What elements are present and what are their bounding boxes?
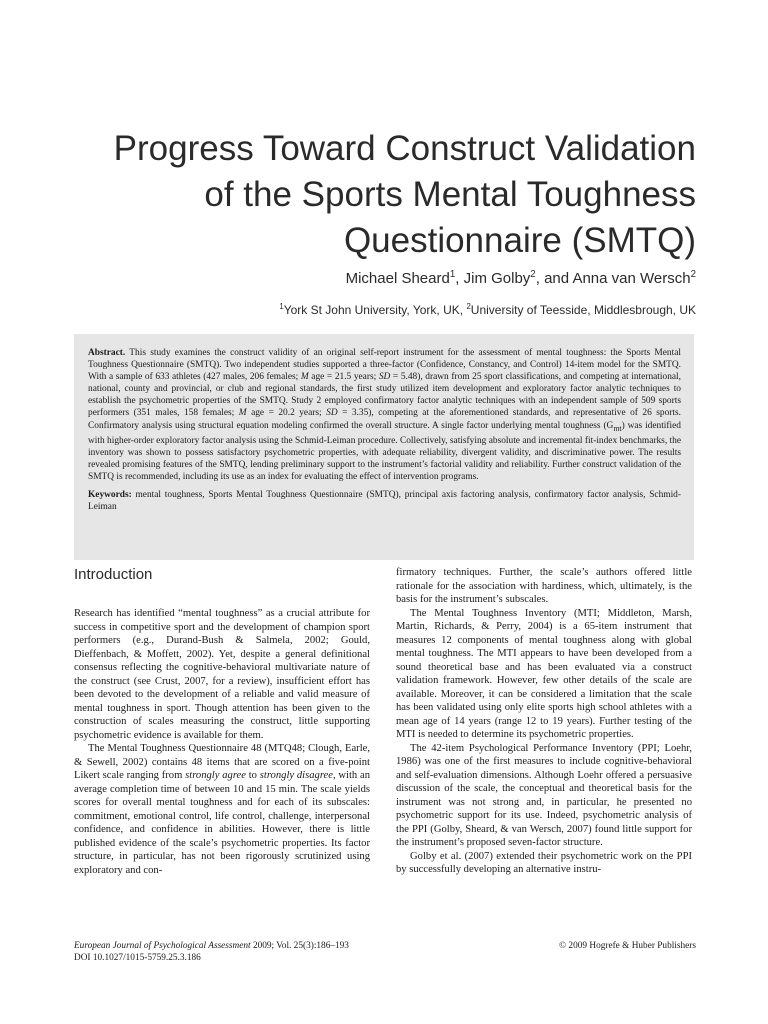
- affiliation-text: University of Teesside, Middlesbrough, UK: [470, 303, 696, 317]
- journal-volume: 2009; Vol. 25(3):186–193: [250, 941, 349, 951]
- body-paragraph: The 42-item Psychological Performance Inventory (PPI; Loehr, 1986) was one of the first measures to include cognitive-behavioral and self-evaluation dimensions. Although Loehr offered a persuasive discussion of the scale, the conceptual and theoretical basis for the instrument was not strong and, in particular, he presented no psychometric support for its use. Indeed, psychometric analysis of the PPI (Golby, Sheard, & van Wersch, 2007) found little support for the instrument’s proposed seven-factor structure.: [396, 742, 692, 848]
- keywords-paragraph: Keywords: mental toughness, Sports Mental Toughness Questionnaire (SMTQ), principal axis factoring analysis, confirmatory factor analysis, Schmid-Leiman: [88, 489, 681, 512]
- author-list: Michael Sheard$^1$, Jim Golby$^2$, and Anna van Wersch$^2$: [345, 269, 696, 287]
- footer-copyright: © 2009 Hogrefe & Huber Publishers: [559, 941, 696, 951]
- doi: DOI 10.1027/1015-5759.25.3.186: [74, 953, 201, 963]
- abstract-box: [74, 334, 694, 560]
- abstract-paragraph: Abstract. This study examines the construct validity of an original self-report instrument for the assessment of mental toughness: the Sports Mental Toughness Questionnaire (SMTQ). Two independent studies supported a three-factor (Confidence, Constancy, and Control) 14-item model for the SMTQ. With a sample of 633 athletes (427 males, 206 females; M age = 21.5 years; SD = 5.48), drawn from 25 sport classifications, and competing at international, national, county and provincial, or club and regional standards, the first study utilized item development and exploratory factor analytic techniques to establish the psychometric properties of the SMTQ. Study 2 employed confirmatory factor analytic techniques with an independent sample of 509 sports performers (351 males, 158 females; M age = 20.2 years; SD = 3.35), competing at the aforementioned standards, and representative of 26 sports. Confirmatory analysis using structural equation modeling confirmed the overall structure. A single factor underlying mental toughness $(G_{mt})$ was identified with higher-order exploratory factor analysis using the Schmid-Leiman procedure. Collectively, satisfying absolute and incremental fit-index benchmarks, the inventory was shown to possess satisfactory psychometric properties, with adequate reliability, divergent validity, and discriminative power. The results revealed promising features of the SMTQ, lending preliminary support to the instrument’s factorial validity and reliability. Further construct validation of the SMTQ is recommended, including its use as an index for evaluating the effect of intervention programs.: [88, 348, 681, 482]
- journal-name: European Journal of Psychological Assessment: [74, 941, 251, 951]
- body-paragraph: firmatory techniques. Further, the scale’s authors offered little rationale for the association with hardiness, which, ultimately, is the basis for the instrument’s subscales.: [396, 567, 692, 605]
- title-line-2: of the Sports Mental Toughness: [204, 175, 696, 214]
- right-column: [396, 566, 692, 877]
- left-column: [74, 566, 370, 877]
- body-paragraph: Golby et al. (2007) extended their psychometric work on the PPI by successfully developing an alternative instru-: [396, 850, 692, 875]
- paper-title: [60, 126, 696, 264]
- author-name: Jim Golby: [463, 270, 531, 287]
- author-name: Michael Sheard: [345, 270, 450, 287]
- affiliation-text: York St John University, York, UK,: [283, 303, 467, 317]
- author-affiliation-mark: 1: [449, 269, 456, 280]
- author-affiliation-mark: 2: [690, 269, 696, 280]
- footer-citation: [74, 940, 349, 964]
- title-line-1: Progress Toward Construct Validation: [113, 129, 696, 168]
- body-paragraph: Research has identified “mental toughness” as a crucial attribute for success in competitive sport and the development of champion sport performers (e.g., Durand-Bush & Salmela, 2002; Gould, Dieffenbach, & Moffett, 2002). Yet, despite a general definitional consensus reflecting the cognitive-behavioral multivariate nature of the construct (see Crust, 2007, for a review), insufficient effort has been devoted to the development of a reliable and valid measure of mental toughness in sport. Though attention has been given to the construction of scales measuring the construct, little supporting psychometric evidence is available for them.: [74, 608, 370, 741]
- section-heading-introduction: Introduction: [74, 566, 153, 583]
- author-name: Anna van Wersch: [572, 270, 691, 287]
- affiliations: $^1$York St John University, York, UK, $^2$University of Teesside, Middlesbrough, UK: [279, 302, 696, 317]
- author-affiliation-mark: 2: [530, 269, 536, 280]
- abstract-label: Abstract.: [88, 348, 126, 358]
- body-paragraph: The Mental Toughness Questionnaire 48 (MTQ48; Clough, Earle, & Sewell, 2002) contains 48 items that are scored on a five-point Likert scale ranging from strongly agree to strongly disagree, with an average completion time of between 10 and 15 min. The scale yields scores for overall mental toughness and for each of its subscales: commitment, emotional control, life control, challenge, interpersonal confidence, and confidence in abilities. However, there is little published evidence of the scale’s psychometric properties. Its factor structure, in particular, has not been rigorously scrutinized using exploratory and con-: [74, 743, 371, 876]
- body-paragraph: The Mental Toughness Inventory (MTI; Middleton, Marsh, Martin, Richards, & Perry, 2004) is a 65-item instrument that measures 12 components of mental toughness along with global mental toughness. The MTI appears to have been developed from a sound theoretical base and has been evaluated via a construct validation framework. However, few other details of the scale are available. Moreover, it can be considered a limitation that the scale has been validated using only elite sports high school athletes with a mean age of 14 years (range 12 to 19 years). Further testing of the MTI is needed to determine its psychometric properties.: [396, 607, 692, 740]
- keywords-label: Keywords:: [88, 489, 132, 500]
- title-line-3: Questionnaire (SMTQ): [343, 221, 696, 260]
